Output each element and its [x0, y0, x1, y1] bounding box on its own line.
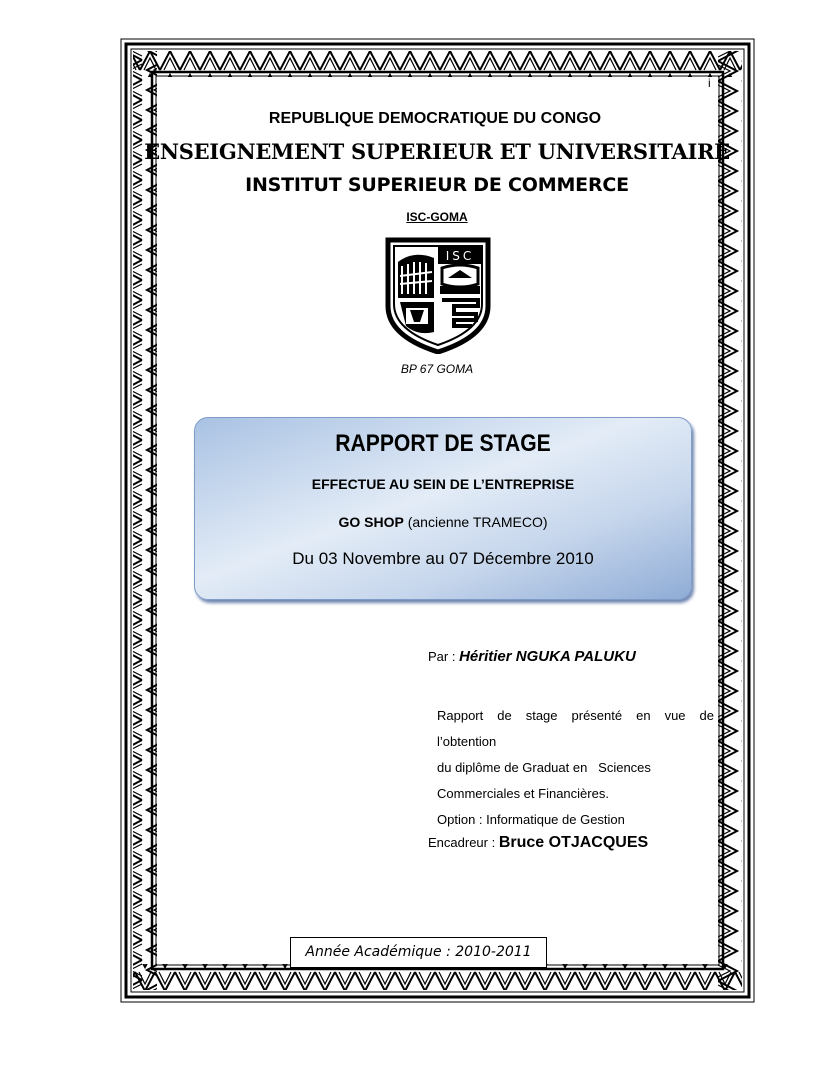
company-note: (ancienne TRAMECO) [407, 514, 548, 530]
author-line [428, 648, 636, 665]
company-name: GO SHOP [338, 514, 404, 530]
supervisor-prefix: Encadreur : [428, 835, 496, 850]
academic-year-box: Année Académique : 2010-2011 [290, 937, 547, 968]
report-title: RAPPORT DE STAGE [335, 430, 551, 457]
description-line: Rapport de stage présenté en vue de l’obtention [437, 708, 714, 749]
description-line: du diplôme de Graduat en Sciences [437, 760, 651, 775]
page-number: i [708, 76, 711, 90]
institute-heading: INSTITUT SUPERIEUR DE COMMERCE [245, 174, 629, 196]
description-line: Option : Informatique de Gestion [437, 812, 625, 827]
isc-logo-shield [384, 236, 492, 354]
description-line: Commerciales et Financières. [437, 786, 609, 801]
report-description [437, 703, 714, 833]
ministry-heading: ENSEIGNEMENT SUPERIEUR ET UNIVERSITAIRE [144, 139, 730, 164]
postal-address: BP 67 GOMA [400, 362, 474, 376]
report-subtitle: EFFECTUE AU SEIN DE L’ENTREPRISE [311, 476, 575, 492]
company-line [195, 514, 691, 530]
author-prefix: Par : [428, 649, 456, 664]
institute-acronym: ISC-GOMA [406, 210, 468, 224]
report-title-box [194, 417, 692, 600]
author-name: Héritier NGUKA PALUKU [459, 648, 636, 665]
internship-dates: Du 03 Novembre au 07 Décembre 2010 [292, 549, 594, 568]
logo-lettering: ISC [445, 249, 475, 263]
supervisor-name: Bruce OTJACQUES [498, 834, 649, 851]
country-heading: REPUBLIQUE DEMOCRATIQUE DU CONGO [268, 110, 602, 127]
supervisor-line [428, 834, 648, 852]
